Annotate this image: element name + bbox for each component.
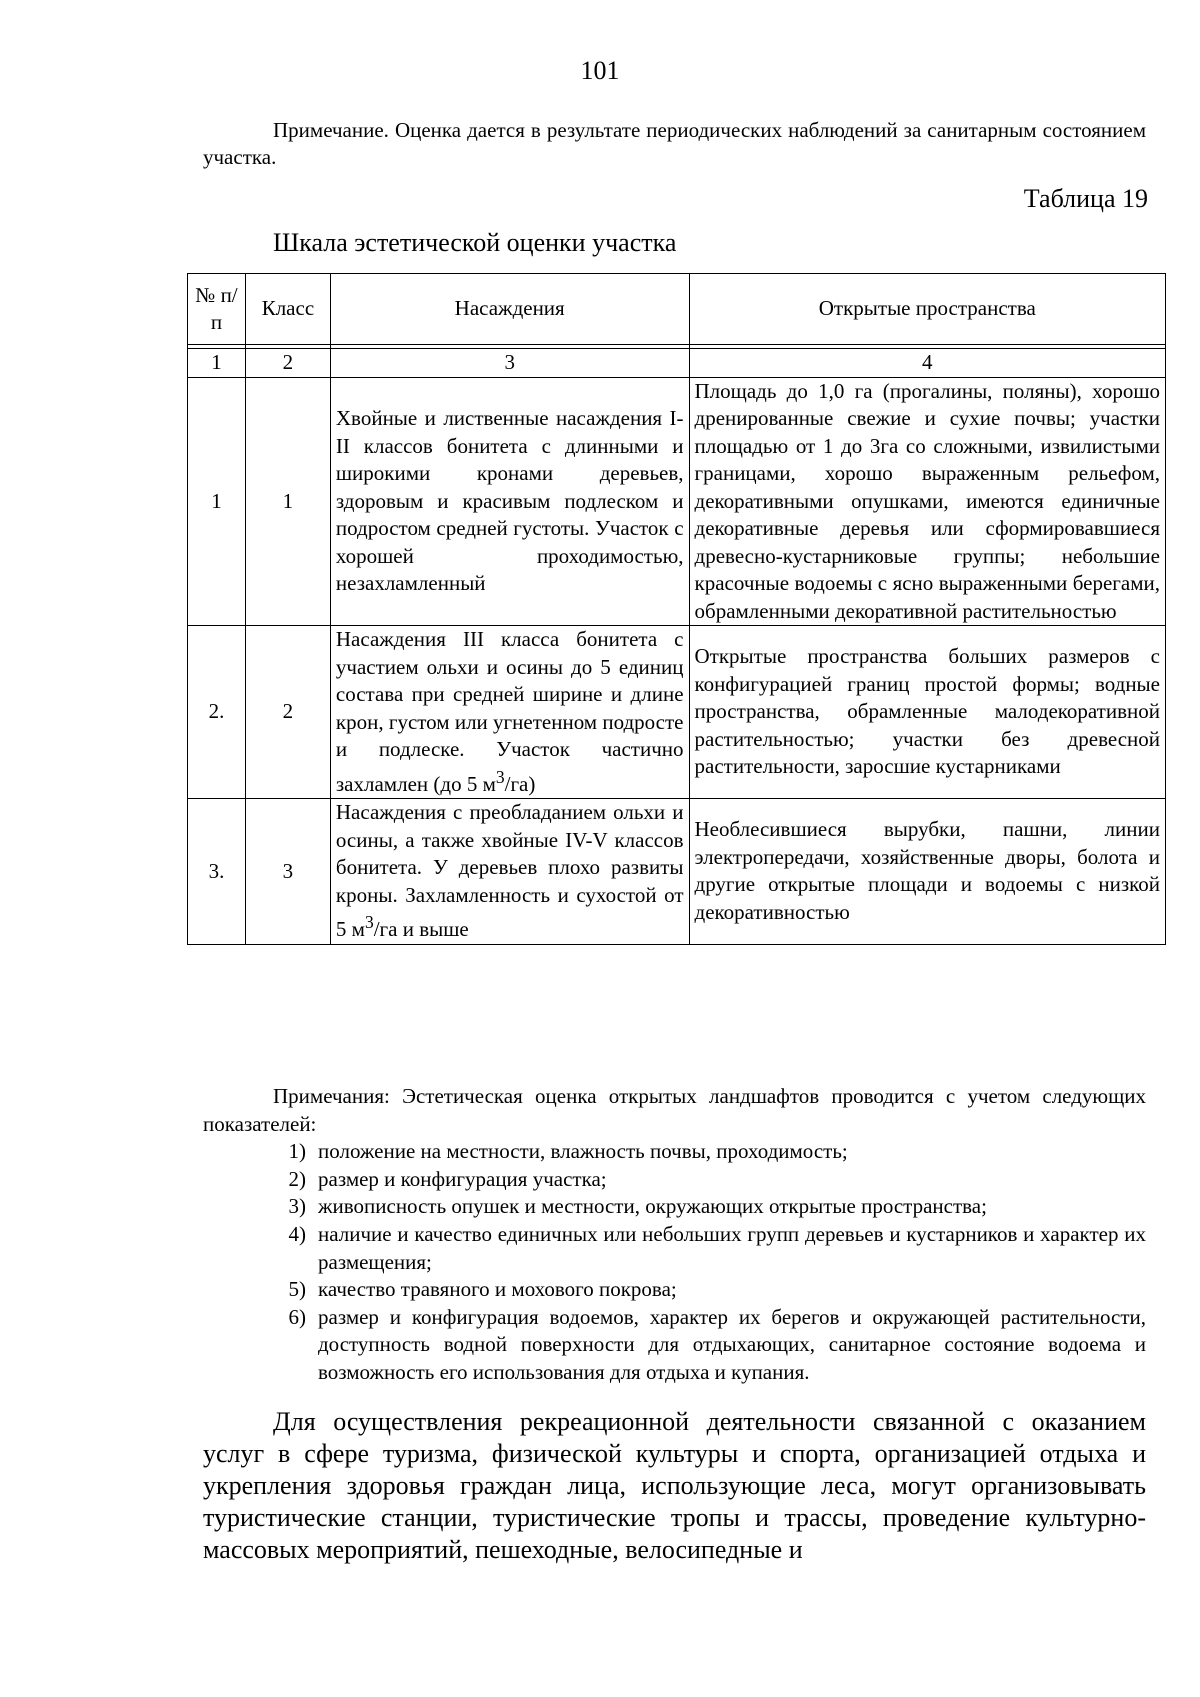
row-class: 3 bbox=[245, 799, 330, 945]
note-top: Примечание. Оценка дается в результате периодических наблюдений за санитарным состоянием участка. bbox=[203, 118, 1146, 169]
list-marker: 3) bbox=[288, 1194, 306, 1219]
plantings-tail: /га) bbox=[504, 771, 536, 796]
list-text: положение на местности, влажность почвы, проходимость; bbox=[318, 1139, 848, 1164]
row-class: 2 bbox=[245, 626, 330, 799]
superscript: 3 bbox=[495, 766, 505, 787]
row-plantings: Хвойные и лиственные насаждения I-II классов бонитета с длинными и широкими кронами деревьев, здоровым и красивым подлеском и подростом средней густоты. Участок с хорошей проходимостью, незахламленный bbox=[330, 377, 689, 626]
row-number: 2. bbox=[188, 626, 246, 799]
list-item bbox=[203, 1221, 1146, 1276]
plantings-text: Насаждения III класса бонитета с участием ольхи и осины до 5 единиц состава при средней ширине и длине крон, густом или угнетенном подросте и подлеске. Участок частично захламлен (до 5 м bbox=[335, 627, 684, 796]
notes-intro: Примечания: Эстетическая оценка открытых ландшафтов проводится с учетом следующих показателей: bbox=[203, 1084, 1146, 1136]
row-plantings bbox=[330, 799, 689, 945]
plantings-tail: /га и выше bbox=[373, 917, 469, 941]
row-open-spaces: Необлесившиеся вырубки, пашни, линии электропередачи, хозяйственные дворы, болота и другие открытые площади и водоемы с низкой декоративностью bbox=[689, 799, 1165, 945]
list-item bbox=[203, 1166, 1146, 1194]
page-number: 101 bbox=[580, 56, 620, 85]
list-item bbox=[203, 1276, 1146, 1304]
table-caption: Таблица 19 bbox=[1023, 184, 1148, 213]
row-plantings bbox=[330, 626, 689, 799]
row-open-spaces: Открытые пространства больших размеров с конфигурацией границ простой формы; водные пространства, обрамленные малодекоративной растительностью; участки без древесной растительности, заросшие кустарниками bbox=[689, 626, 1165, 799]
list-item bbox=[203, 1304, 1146, 1387]
table-title: Шкала эстетической оценки участка bbox=[273, 228, 677, 257]
list-marker: 4) bbox=[288, 1221, 306, 1246]
row-number: 3. bbox=[188, 799, 246, 945]
plantings-text: Насаждения с преобладанием ольхи и осины, а также хвойные IV-V классов бонитета. У деревьев плохо развиты кроны. Захламленность и сухостой от 5 м bbox=[335, 800, 684, 941]
list-marker: 1) bbox=[288, 1139, 306, 1164]
list-marker: 6) bbox=[288, 1304, 306, 1329]
column-number: 3 bbox=[330, 349, 689, 378]
column-number-row bbox=[188, 349, 1166, 378]
table-row bbox=[188, 799, 1166, 945]
list-text: размер и конфигурация водоемов, характер их берегов и окружающей растительности, доступность водной поверхности для отдыхающих, санитарное состояние водоема и возможность его использования для отдыха и купания. bbox=[318, 1304, 1146, 1384]
row-open-spaces: Площадь до 1,0 га (прогалины, поляны), хорошо дренированные свежие и сухие почвы; участки площадью от 1 до 3га со сложными, извилистыми границами, хорошо выраженным рельефом, декоративными опушками, имеются единичные декоративные деревья или сформировавшиеся древесно-кустарниковые группы; небольшие красочные водоемы с ясно выраженными берегами, обрамленными декоративной растительностью bbox=[689, 377, 1165, 626]
header-cell-class: Класс bbox=[245, 274, 330, 345]
table-header-row bbox=[188, 274, 1166, 345]
row-number: 1 bbox=[188, 377, 246, 626]
body-paragraph: Для осуществления рекреационной деятельности связанной с оказанием услуг в сфере туризма, физической культуры и спорта, организацией отдыха и укрепления здоровья граждан лица, использующие леса, могут организовывать туристические станции, туристические тропы и трассы, проведение культурно-массовых мероприятий, пешеходные, велосипедные и bbox=[203, 1407, 1146, 1564]
superscript: 3 bbox=[364, 912, 374, 932]
table-row bbox=[188, 626, 1166, 799]
header-cell-num: № п/п bbox=[188, 274, 246, 345]
header-cell-open-spaces: Открытые пространства bbox=[689, 274, 1165, 345]
list-text: размер и конфигурация участка; bbox=[318, 1166, 607, 1191]
list-marker: 2) bbox=[288, 1166, 306, 1191]
column-number: 1 bbox=[188, 349, 246, 378]
list-item bbox=[203, 1193, 1146, 1221]
row-class: 1 bbox=[245, 377, 330, 626]
column-number: 2 bbox=[245, 349, 330, 378]
list-text: живописность опушек и местности, окружающих открытые пространства; bbox=[318, 1194, 987, 1219]
list-text: качество травяного и мохового покрова; bbox=[318, 1277, 677, 1302]
notes-list bbox=[203, 1138, 1146, 1386]
list-item bbox=[203, 1138, 1146, 1166]
notes-section bbox=[203, 1083, 1146, 1387]
list-marker: 5) bbox=[288, 1277, 306, 1302]
table-row bbox=[188, 377, 1166, 626]
header-cell-plantings: Насаждения bbox=[330, 274, 689, 345]
column-number: 4 bbox=[689, 349, 1165, 378]
list-text: наличие и качество единичных или небольших групп деревьев и кустарников и характер их размещения; bbox=[318, 1221, 1146, 1274]
aesthetic-scale-table bbox=[187, 273, 1166, 945]
